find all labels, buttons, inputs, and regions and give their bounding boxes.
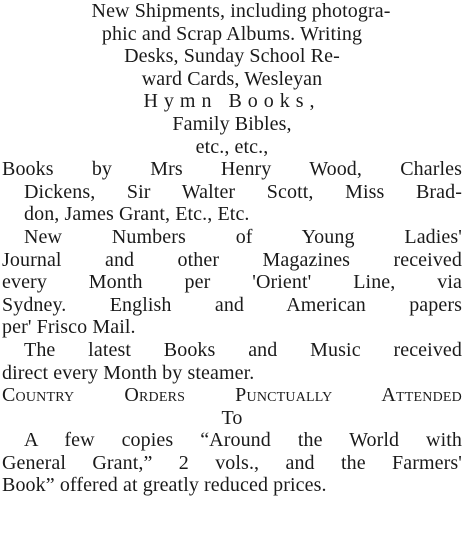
- magazines-line-1: New Numbers of Young Ladies': [24, 225, 462, 248]
- shipments-line-1: New Shipments, including photogra-: [91, 0, 391, 22]
- music-line-2: direct every Month by steamer.: [2, 361, 255, 384]
- authors-line-1: Books by Mrs Henry Wood, Charles: [2, 158, 462, 181]
- country-orders-line-2: To: [221, 406, 243, 429]
- shipments-line-3: Desks, Sunday School Re-: [124, 45, 340, 68]
- shipments-line-5: Hymn Books,: [143, 90, 321, 113]
- magazines-line-5: per' Frisco Mail.: [2, 316, 136, 339]
- authors-line-2: Dickens, Sir Walter Scott, Miss Brad-: [24, 180, 462, 203]
- shipments-line-2: phic and Scrap Albums. Writing: [101, 22, 363, 45]
- shipments-line-4: ward Cards, Wesleyan: [141, 67, 323, 90]
- magazines-line-2: Journal and other Magazines received: [2, 248, 462, 271]
- authors-line-3: don, James Grant, Etc., Etc.: [24, 203, 250, 226]
- offer-line-3: Book” offered at greatly reduced prices.: [2, 474, 327, 497]
- magazines-line-4: Sydney. English and American papers: [2, 293, 462, 316]
- magazines-line-3: every Month per 'Orient' Line, via: [2, 271, 462, 294]
- country-orders-line-1: Country Orders Punctually Attended: [2, 384, 462, 407]
- music-line-1: The latest Books and Music received: [24, 338, 462, 361]
- offer-line-2: General Grant,” 2 vols., and the Farmers': [2, 451, 462, 474]
- offer-line-1: A few copies “Around the World with: [24, 429, 462, 452]
- shipments-line-7: etc., etc.,: [195, 135, 269, 158]
- shipments-line-6: Family Bibles,: [172, 112, 292, 135]
